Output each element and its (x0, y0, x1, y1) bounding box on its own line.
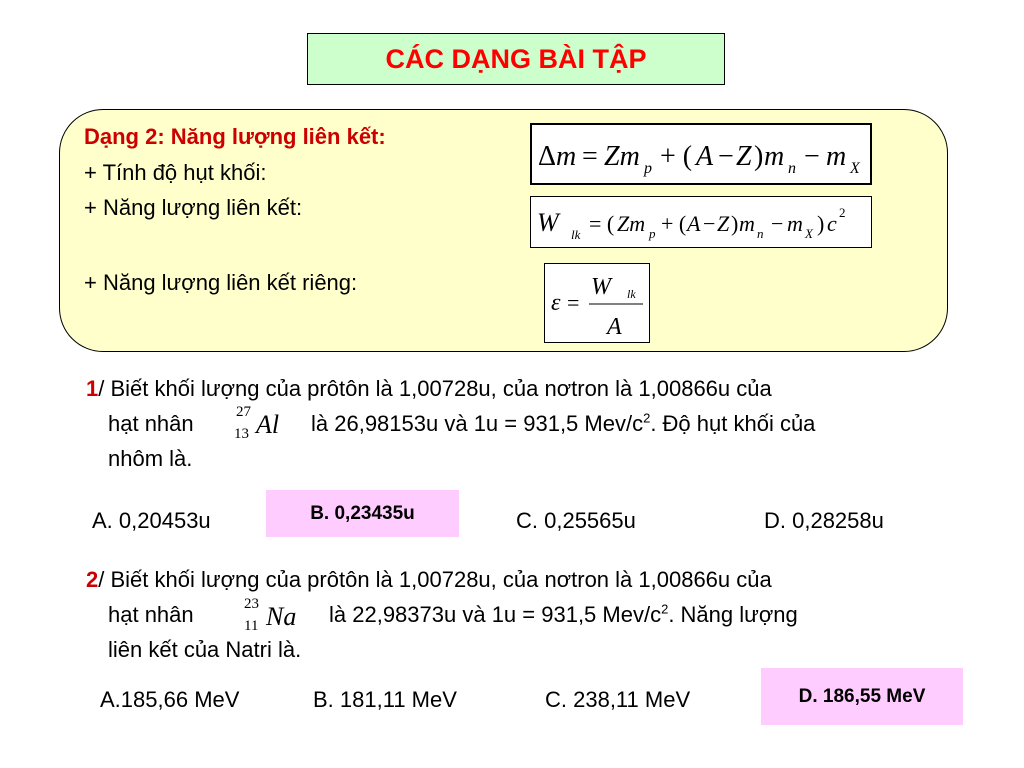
svg-text:Δ: Δ (538, 141, 557, 172)
question-1-text-2-end: . Độ hụt khối của (650, 411, 816, 436)
svg-text:): ) (754, 141, 764, 172)
svg-text:): ) (817, 211, 825, 236)
nuclide-mass-number: 23 (244, 596, 259, 612)
question-2-text-2-post: là 22,98373u và 1u = 931,5 Mev/c (329, 602, 662, 627)
svg-text:A: A (687, 211, 701, 236)
panel-line-binding-energy: + Năng lượng liên kết: (84, 195, 303, 220)
question-2-option-d-label: D. 186,55 MeV (798, 685, 926, 707)
question-2-line-1 (86, 564, 772, 596)
panel-line-specific-energy: + Năng lượng liên kết riêng: (84, 270, 358, 295)
svg-text:m: m (787, 211, 803, 236)
svg-text:X: X (805, 226, 813, 241)
panel-line-mass-defect: + Tính độ hụt khối: (84, 160, 267, 185)
svg-text:−: − (703, 211, 716, 236)
panel-heading: Dạng 2: Năng lượng liên kết: (84, 124, 386, 149)
question-2-text-2-pre: hạt nhân (108, 602, 194, 627)
title-box (307, 33, 725, 85)
svg-text:Zm: Zm (604, 141, 640, 172)
question-2-superscript: 2 (661, 601, 669, 617)
svg-text:ε: ε (551, 290, 561, 316)
svg-text:m: m (826, 141, 847, 172)
nuclide-atomic-number: 13 (234, 426, 249, 442)
question-2-option-b[interactable]: B. 181,11 MeV (313, 687, 457, 712)
svg-text:A: A (607, 314, 622, 340)
question-1-line-2-pre (108, 408, 194, 440)
nuclide-mass-number: 27 (236, 404, 251, 420)
svg-text:Z: Z (717, 211, 730, 236)
page-title: CÁC DẠNG BÀI TẬP (385, 43, 647, 74)
question-1-text-3: nhôm là. (108, 446, 193, 471)
question-2-text-1: / Biết khối lượng của prôtôn là 1,00728u, của nơtron là 1,00866u của (98, 567, 772, 592)
svg-text:−: − (804, 141, 820, 172)
svg-text:X: X (850, 160, 860, 177)
question-1-superscript: 2 (643, 410, 651, 426)
svg-text:+ (: + ( (661, 211, 687, 236)
svg-text:p: p (644, 160, 652, 177)
svg-text:n: n (788, 160, 796, 177)
svg-text:−: − (718, 141, 734, 172)
nuclide-atomic-number: 11 (244, 618, 259, 634)
question-1-option-c[interactable]: C. 0,25565u (516, 508, 636, 533)
question-1-option-b-correct[interactable] (266, 490, 459, 537)
question-2-line-3 (108, 634, 301, 666)
svg-text:m: m (739, 211, 755, 236)
svg-text:lk: lk (627, 287, 636, 301)
svg-text:W: W (537, 208, 559, 237)
question-2-text-2-end: . Năng lượng (668, 602, 798, 627)
svg-text:+ (: + ( (660, 141, 693, 172)
svg-text:2: 2 (839, 205, 846, 220)
nuclide-symbol: Al (256, 410, 280, 439)
question-1-option-a[interactable]: A. 0,20453u (92, 508, 211, 533)
question-2-option-a[interactable]: A.185,66 MeV (100, 687, 240, 712)
nuclide-symbol: Na (266, 602, 297, 631)
question-1-text-2-post: là 26,98153u và 1u = 931,5 Mev/c (311, 411, 644, 436)
svg-text:n: n (757, 226, 764, 241)
svg-text:c: c (827, 211, 837, 236)
formula-specific-binding-energy (544, 263, 650, 343)
question-1-line-1 (86, 373, 772, 405)
question-2-line-2-pre (108, 599, 194, 631)
svg-text:−: − (771, 211, 784, 236)
question-1-text-1: / Biết khối lượng của prôtôn là 1,00728u, của nơtron là 1,00866u của (98, 376, 772, 401)
formula-binding-energy (530, 196, 872, 248)
svg-text:lk: lk (571, 227, 581, 242)
svg-text:Zm: Zm (617, 211, 646, 236)
question-1-line-3 (108, 443, 192, 475)
formula-mass-defect (530, 123, 872, 185)
question-2-option-c[interactable]: C. 238,11 MeV (545, 687, 691, 712)
question-1-option-d[interactable]: D. 0,28258u (764, 508, 884, 533)
question-2-number: 2 (86, 567, 99, 592)
svg-text:= (: = ( (589, 211, 615, 236)
question-1-line-2-post (311, 408, 815, 440)
svg-text:p: p (649, 226, 656, 241)
question-1-number: 1 (86, 376, 99, 401)
question-2-line-2-post (329, 599, 798, 631)
question-2-option-d-correct[interactable] (761, 668, 963, 725)
svg-text:W: W (591, 274, 611, 300)
svg-text:): ) (731, 211, 739, 236)
svg-text:m: m (764, 141, 785, 172)
question-1-option-b-label: B. 0,23435u (310, 502, 415, 524)
svg-text:=: = (582, 141, 598, 172)
question-1-text-2-pre: hạt nhân (108, 411, 194, 436)
svg-text:m: m (556, 141, 577, 172)
svg-text:Z: Z (736, 141, 752, 172)
question-2-text-3: liên kết của Natri là. (108, 637, 302, 662)
nuclide-aluminium (232, 404, 292, 448)
svg-text:A: A (696, 141, 714, 172)
svg-text:=: = (567, 290, 580, 315)
